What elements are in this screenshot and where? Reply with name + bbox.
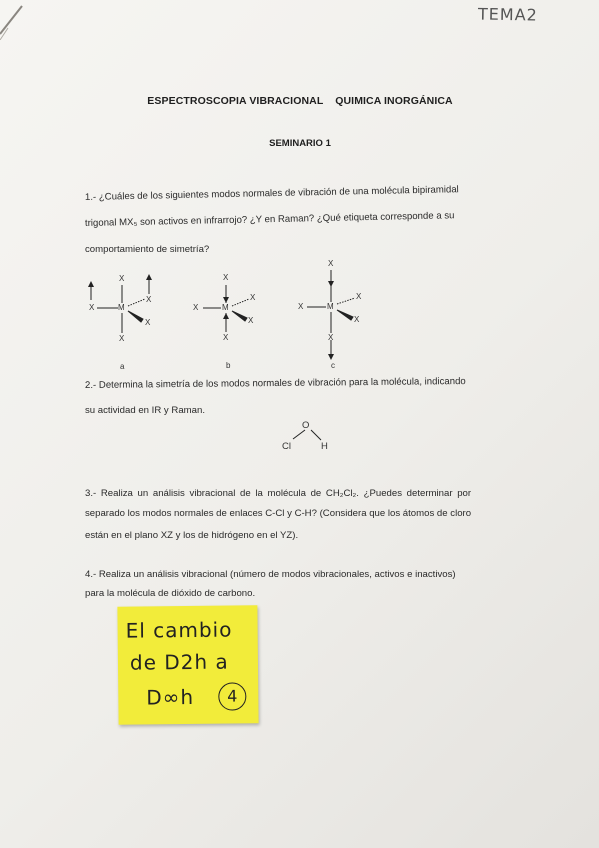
atom-x: X [89,303,95,312]
q3-line-3: están en el plano XZ y los de hidrógeno en el YZ). [85,530,299,541]
diagram-c [307,270,355,357]
diagram-label-c: c [331,361,335,370]
atom-x: X [328,333,334,342]
q1-line-3: comportamiento de simetría? [85,244,210,255]
q3-line-1: 3.- Realiza un análisis vibracional de la molécula de CH₂Cl₂. ¿Puedes determinar por [85,488,472,499]
corner-clip-mark [0,0,40,40]
atom-x: X [354,315,360,324]
seminar-heading: SEMINARIO 1 [269,138,331,149]
sticky-note-line-3: D∞h [146,684,195,710]
atom-x: X [119,334,125,343]
diagram-label-a: a [120,362,125,371]
q4-line-1: 4.- Realiza un análisis vibracional (número de modos vibracionales, activos e inactivos) [85,569,456,580]
atom-x: X [298,302,304,311]
page-title: ESPECTROSCOPIA VIBRACIONAL QUIMICA INORGÁNICA [147,95,453,107]
atom-x: X [248,316,254,325]
sticky-note [117,605,258,724]
sticky-note-badge: 4 [218,682,246,710]
atom-x: X [250,293,256,302]
atom-x: X [145,318,151,327]
atom-x: X [223,333,229,342]
atom-x: X [223,273,229,282]
q4-line-2: para la molécula de dióxido de carbono. [85,588,256,599]
atom-h: H [321,441,328,452]
atom-x: X [328,259,334,268]
atom-x: X [119,274,125,283]
q1-line-2: trigonal MX₅ son activos en infrarrojo? ¿Y en Raman? ¿Qué etiqueta corresponde a su [84,210,455,229]
atom-cl: Cl [282,441,291,452]
atom-m: M [118,303,125,312]
q3-line-2: separado los modos normales de enlaces C-Cl y C-H? (Considera que los átomos de cloro [85,508,472,519]
atom-o: O [302,420,310,431]
handwritten-topic-note: TEMA2 [477,4,538,25]
atom-x: X [356,292,362,301]
atom-m: M [327,302,334,311]
hocl-molecule-diagram [280,418,340,458]
q2-line-1: 2.- Determina la simetría de los modos normales de vibración para la molécula, indicando [84,376,466,391]
q2-line-2: su actividad en IR y Raman. [85,405,205,416]
atom-x: X [146,295,152,304]
atom-x: X [193,303,199,312]
atom-m: M [222,303,229,312]
q1-line-1: 1.- ¿Cuáles de los siguientes modos normales de vibración de una molécula bipiramidal [84,184,459,203]
sticky-note-line-2: de D2h a [129,649,229,675]
sticky-note-line-1: El cambio [125,617,233,643]
diagram-label-b: b [226,361,231,370]
